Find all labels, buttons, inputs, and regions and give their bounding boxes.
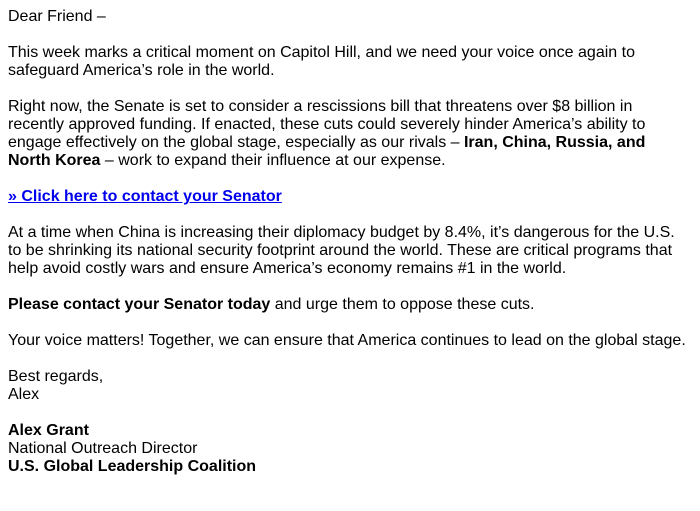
paragraph-rescissions (8, 98, 688, 170)
closing-name: Alex (8, 386, 40, 403)
paragraph-voice-matters: Your voice matters! Together, we can ensure that America continues to lead on the global stage. (8, 332, 686, 349)
rivals-list: Iran, China, Russia, and North Korea (8, 134, 646, 169)
signature-name: Alex Grant (8, 422, 89, 439)
signature-org: U.S. Global Leadership Coalition (8, 458, 257, 475)
email-body (8, 8, 688, 494)
greeting: Dear Friend – (8, 8, 106, 25)
contact-today-bold: Please contact your Senator today (8, 296, 271, 313)
cta-paragraph (8, 188, 688, 206)
closing-line: Best regards, (8, 368, 104, 385)
rescissions-tail: – work to expand their influence at our expense. (100, 152, 446, 169)
oppose-cuts-text: and urge them to oppose these cuts. (270, 296, 535, 313)
paragraph-intro: This week marks a critical moment on Capitol Hill, and we need your voice once again to safeguard America’s role in the world. (8, 44, 635, 79)
paragraph-call-to-action (8, 296, 688, 314)
paragraph-china-budget: At a time when China is increasing their diplomacy budget by 8.4%, it’s dangerous for the U.S. to be shrinking its national security footprint around the world. These are critical programs that help avoid costly wars and ensure America’s economy remains #1 in the world. (8, 224, 675, 277)
closing-block (8, 368, 688, 404)
signature-block (8, 422, 688, 476)
contact-senator-link[interactable]: » Click here to contact your Senator (8, 188, 282, 205)
signature-title: National Outreach Director (8, 440, 198, 457)
rescissions-text: Right now, the Senate is set to consider a rescissions bill that threatens over $8 billion in recently approved funding. If enacted, these cuts could severely hinder America’s ability to engage effectively on the global stage, especially as our rivals – (8, 98, 646, 151)
